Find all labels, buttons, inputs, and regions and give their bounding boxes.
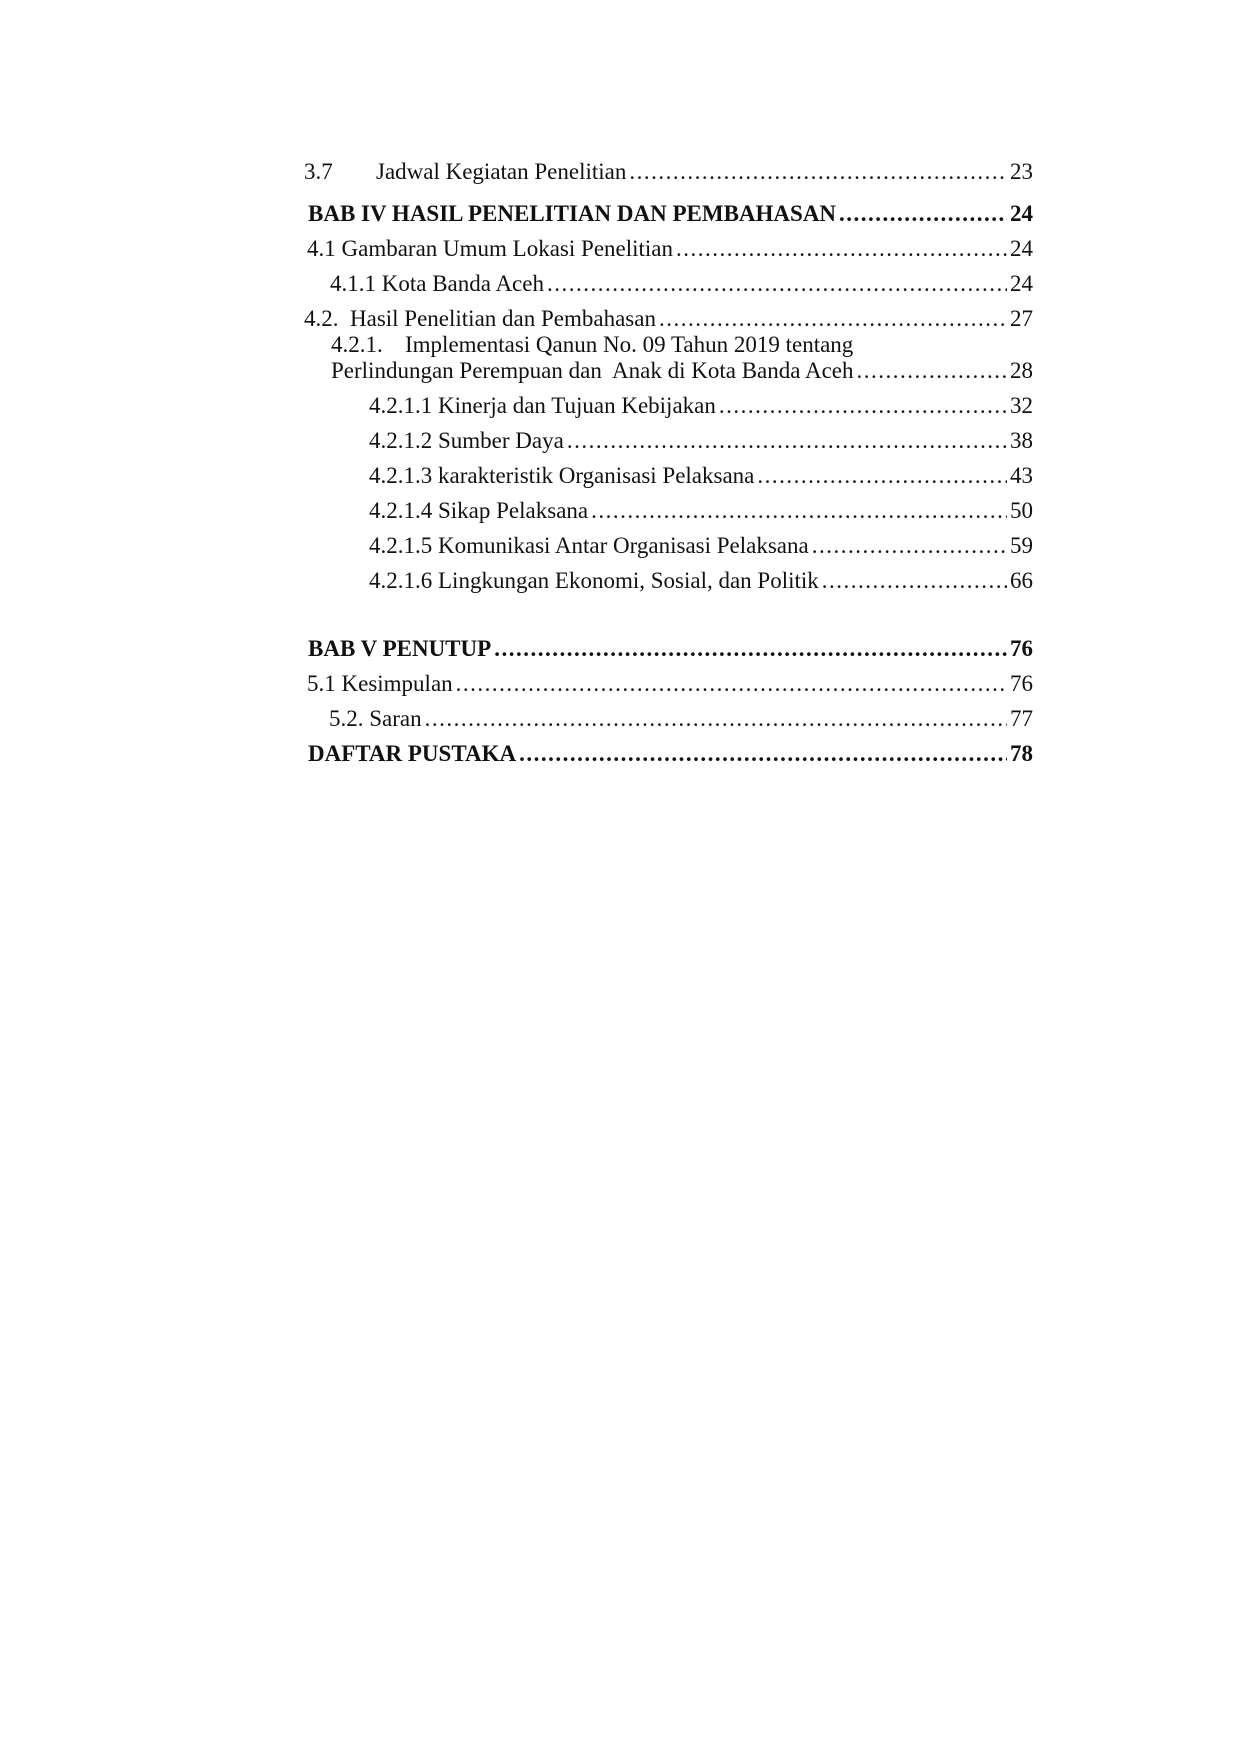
toc-entry-4-2-1-1[interactable]: [369, 392, 1033, 420]
dot-leader: [629, 158, 1007, 186]
toc-entry-4-1-1[interactable]: [330, 270, 1033, 298]
page-number: 27: [1010, 306, 1033, 331]
page-number: 38: [1010, 428, 1033, 453]
page-number: 28: [1010, 358, 1033, 383]
page-number: 76: [1010, 671, 1033, 696]
page-number: 43: [1010, 463, 1033, 488]
section-number: 4.2.1.: [331, 332, 383, 357]
page-number: 59: [1010, 533, 1033, 558]
toc-entry-bab-v[interactable]: [308, 635, 1033, 663]
page-number: 77: [1010, 706, 1033, 731]
dot-leader: [547, 270, 1007, 298]
dot-leader: [591, 497, 1007, 525]
toc-entry-4-2-1-3[interactable]: [369, 462, 1033, 490]
chapter-title: BAB V PENUTUP: [308, 636, 492, 661]
section-title-line1: Implementasi Qanun No. 09 Tahun 2019 tentang: [405, 332, 854, 357]
page-number: 66: [1010, 568, 1033, 593]
section-title: 4.2.1.3 karakteristik Organisasi Pelaksana: [369, 463, 755, 488]
section-title: Jadwal Kegiatan Penelitian: [376, 159, 627, 184]
page-number: 76: [1010, 636, 1033, 661]
toc-entry-5-1[interactable]: [307, 670, 1033, 698]
toc-entry-5-2[interactable]: [329, 705, 1033, 733]
page-number: 32: [1010, 393, 1033, 418]
page-number: 24: [1010, 236, 1033, 261]
dot-leader: [857, 357, 1008, 385]
page-number: 50: [1010, 498, 1033, 523]
section-title: 5.1 Kesimpulan: [307, 671, 453, 696]
chapter-title: DAFTAR PUSTAKA: [308, 741, 517, 766]
toc-entry-4-2-1-5[interactable]: [369, 532, 1033, 560]
dot-leader: [519, 740, 1007, 768]
section-number: 3.7: [304, 159, 333, 184]
toc-entry-4-2-1-4[interactable]: [369, 497, 1033, 525]
section-title: 4.2.1.5 Komunikasi Antar Organisasi Pelaksana: [369, 533, 809, 558]
toc-entry-3-7[interactable]: [304, 158, 1033, 186]
page-number: 24: [1010, 201, 1033, 226]
section-title: 4.2. Hasil Penelitian dan Pembahasan: [304, 306, 656, 331]
section-title: 4.1 Gambaran Umum Lokasi Penelitian: [307, 236, 674, 261]
dot-leader: [757, 462, 1007, 490]
section-title: 4.2.1.1 Kinerja dan Tujuan Kebijakan: [369, 393, 716, 418]
toc-entry-4-2-1-2[interactable]: [369, 427, 1033, 455]
dot-leader: [456, 670, 1007, 698]
dot-leader: [676, 235, 1007, 263]
toc-entry-4-2-1-line2[interactable]: [331, 357, 1033, 385]
section-title: 4.2.1.6 Lingkungan Ekonomi, Sosial, dan Politik: [369, 568, 819, 593]
section-title: 4.2.1.2 Sumber Daya: [369, 428, 564, 453]
toc-entry-4-2-1-line1[interactable]: [331, 331, 853, 359]
dot-leader: [719, 392, 1007, 420]
toc-entry-4-2-1-6[interactable]: [369, 567, 1033, 595]
dot-leader: [839, 200, 1007, 228]
section-title: 5.2. Saran: [329, 706, 422, 731]
toc-entry-4-2[interactable]: [304, 305, 1033, 333]
toc-entry-daftar-pustaka[interactable]: [308, 740, 1033, 768]
dot-leader: [425, 705, 1007, 733]
dot-leader: [567, 427, 1007, 455]
toc-entry-bab-iv[interactable]: [308, 200, 1033, 228]
page-number: 24: [1010, 271, 1033, 296]
toc-entry-label: [304, 158, 626, 186]
section-title: 4.1.1 Kota Banda Aceh: [330, 271, 544, 296]
page-number: 78: [1010, 741, 1033, 766]
section-title: 4.2.1.4 Sikap Pelaksana: [369, 498, 589, 523]
dot-leader: [812, 532, 1007, 560]
dot-leader: [822, 567, 1007, 595]
dot-leader: [494, 635, 1007, 663]
toc-entry-4-1[interactable]: [307, 235, 1033, 263]
section-title-line2: Perlindungan Perempuan dan Anak di Kota Banda Aceh: [331, 358, 854, 383]
chapter-title: BAB IV HASIL PENELITIAN DAN PEMBAHASAN: [308, 201, 837, 226]
page-number: 23: [1010, 159, 1033, 184]
dot-leader: [659, 305, 1007, 333]
